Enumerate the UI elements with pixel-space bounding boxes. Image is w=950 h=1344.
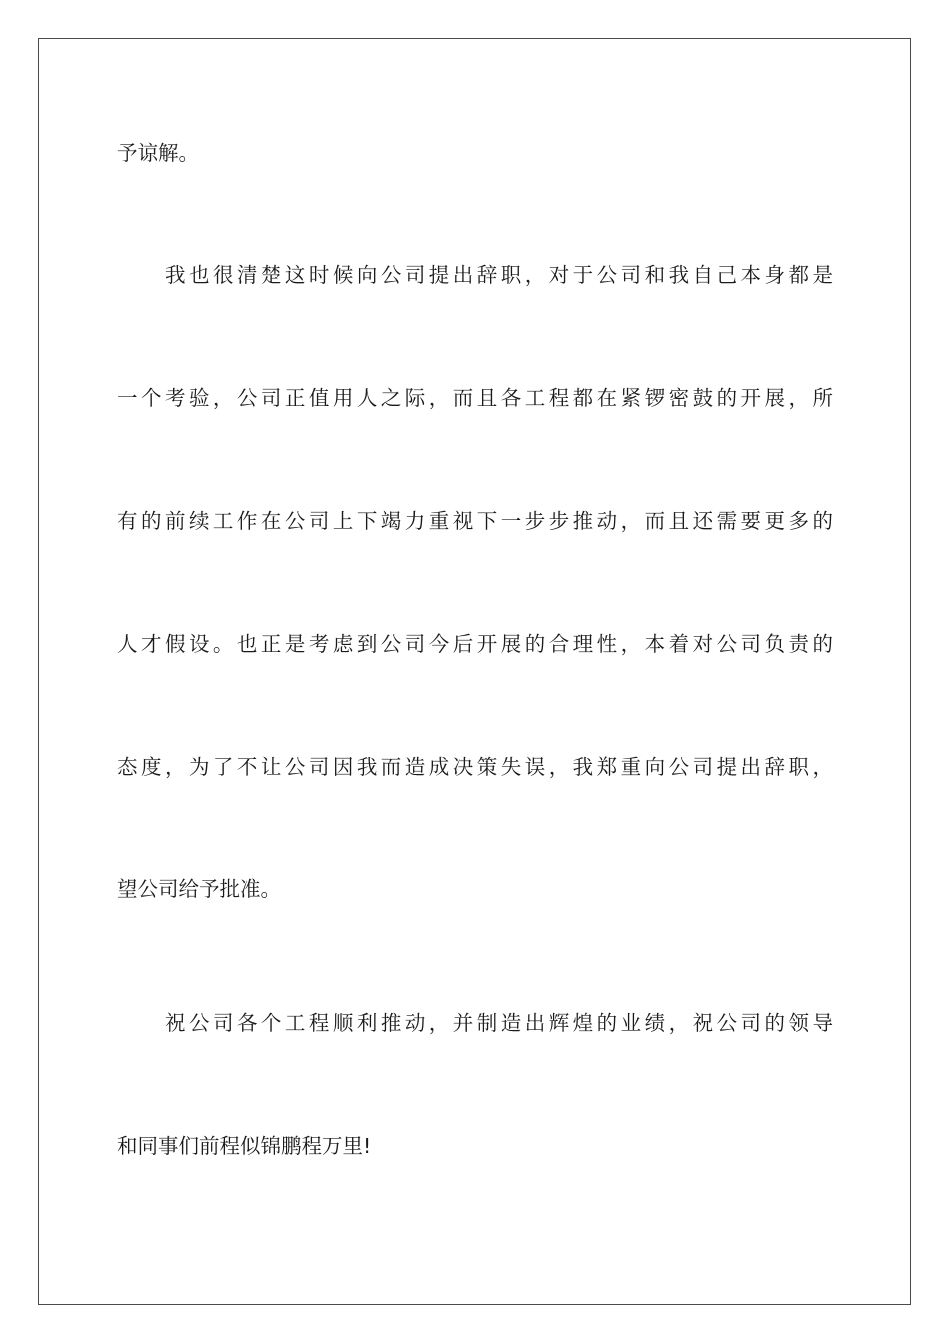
- text-line-6: 态度，为了不让公司因我而造成决策失误，我郑重向公司提出辞职，: [117, 755, 833, 779]
- text-line-8: 祝公司各个工程顺利推动，并制造出辉煌的业绩，祝公司的领导: [165, 1011, 833, 1035]
- page-border: [38, 38, 911, 1305]
- text-line-3: 一个考验，公司正值用人之际，而且各工程都在紧锣密鼓的开展，所: [117, 386, 833, 410]
- text-line-7: 望公司给予批准。: [117, 877, 281, 901]
- text-line-5: 人才假设。也正是考虑到公司今后开展的合理性，本着对公司负责的: [117, 632, 833, 656]
- text-line-2: 我也很清楚这时候向公司提出辞职，对于公司和我自己本身都是: [165, 263, 833, 287]
- text-line-9: 和同事们前程似锦鹏程万里!: [117, 1134, 372, 1158]
- text-line-1: 予谅解。: [117, 141, 199, 165]
- text-line-4: 有的前续工作在公司上下竭力重视下一步步推动，而且还需要更多的: [117, 509, 833, 533]
